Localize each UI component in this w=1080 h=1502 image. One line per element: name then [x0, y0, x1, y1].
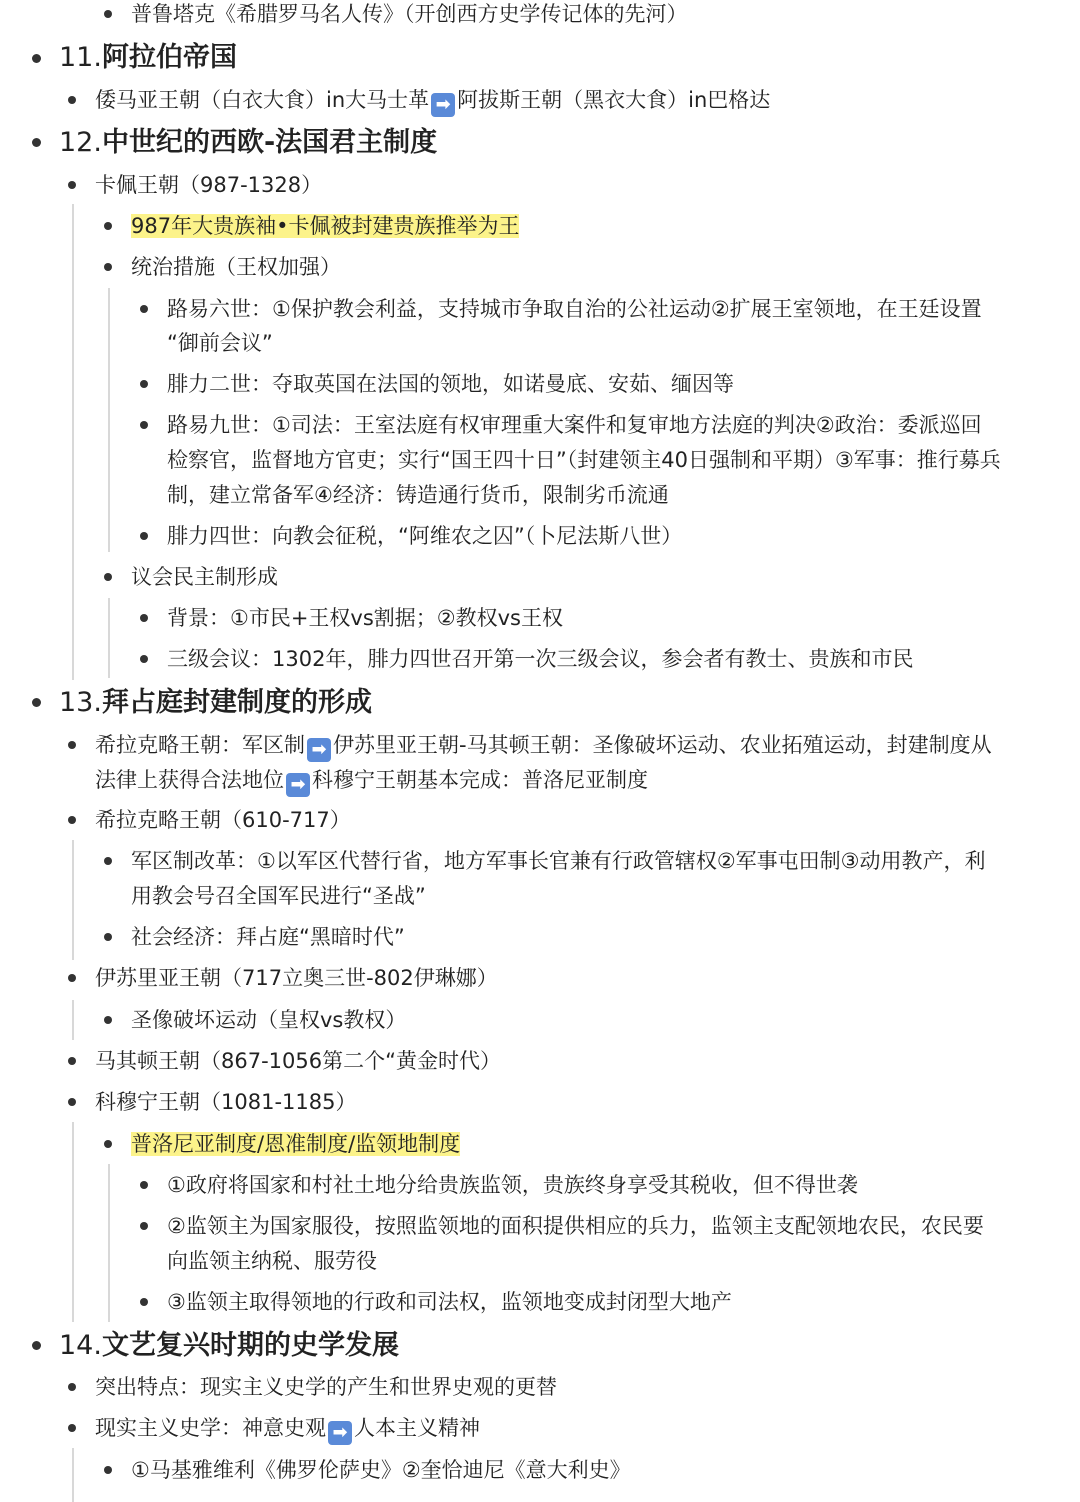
- bullet-dot: [104, 1466, 112, 1474]
- list-item: 背景：①市民+王权vs割据；②教权vs王权: [167, 606, 563, 630]
- list-item: 腓力二世：夺取英国在法国的领地，如诺曼底、安茹、缅因等: [167, 372, 734, 396]
- list-item: 议会民主制形成: [131, 565, 278, 589]
- list-item: 希拉克略王朝（610-717）: [95, 808, 351, 832]
- list-item: 路易六世：①保护教会利益，支持城市争取自治的公社运动②扩展王室领地，在王廷设置: [167, 297, 982, 321]
- list-item: 统治措施（王权加强）: [131, 255, 341, 279]
- arrow-right-icon: ➡: [307, 738, 331, 762]
- tree-guide: [72, 1122, 74, 1322]
- bullet-dot: [104, 933, 112, 941]
- list-item: 军区制改革：①以军区代替行省，地方军事长官兼有行政管辖权②军事屯田制③动用教产，利: [131, 849, 986, 873]
- tree-guide: [72, 1448, 74, 1502]
- list-item: 圣像破坏运动（皇权vs教权）: [131, 1008, 407, 1032]
- tree-guide: [108, 1164, 110, 1322]
- list-item: 伊苏里亚王朝（717立奥三世-802伊琳娜）: [95, 966, 498, 990]
- bullet-dot: [104, 10, 112, 18]
- bullet-dot: [140, 532, 148, 540]
- arrow-right-icon: ➡: [328, 1421, 352, 1445]
- bullet-dot: [68, 1098, 76, 1106]
- bullet-dot: [68, 741, 76, 749]
- bullet-dot: [68, 181, 76, 189]
- list-item-continuation: “御前会议”: [167, 331, 273, 355]
- list-item-continuation: 制，建立常备军④经济：铸造通行货币，限制劣币流通: [167, 483, 669, 507]
- bullet-dot: [140, 1222, 148, 1230]
- arrow-right-icon: ➡: [431, 93, 455, 117]
- bullet-dot: [140, 614, 148, 622]
- list-item: 倭马亚王朝（白衣大食）in大马士革 ➡ 阿拔斯王朝（黑衣大食）in巴格达: [95, 88, 771, 115]
- list-item-highlighted: 987年大贵族袖•卡佩被封建贵族推举为王: [131, 214, 520, 238]
- bullet-dot: [104, 1140, 112, 1148]
- list-item: ①政府将国家和村社土地分给贵族监领，贵族终身享受其税收，但不得世袭: [167, 1173, 858, 1197]
- bullet-dot: [140, 655, 148, 663]
- list-item: 路易九世：①司法：王室法庭有权审理重大案件和复审地方法庭的判决②政治：委派巡回: [167, 413, 982, 437]
- bullet-dot: [32, 698, 41, 707]
- list-item: ③监领主取得领地的行政和司法权，监领地变成封闭型大地产: [167, 1290, 732, 1314]
- section-heading-14: 14.文艺复兴时期的史学发展: [59, 1330, 399, 1361]
- list-item-continuation: 法律上获得合法地位 ➡ 科穆宁王朝基本完成：普洛尼亚制度: [95, 768, 648, 795]
- bullet-dot: [140, 380, 148, 388]
- bullet-dot: [32, 54, 41, 63]
- bullet-dot: [140, 421, 148, 429]
- bullet-dot: [104, 263, 112, 271]
- list-item: 腓力四世：向教会征税，“阿维农之囚”（卜尼法斯八世）: [167, 524, 683, 548]
- list-item: 科穆宁王朝（1081-1185）: [95, 1090, 357, 1114]
- list-item: 马其顿王朝（867-1056第二个“黄金时代）: [95, 1049, 501, 1073]
- bullet-dot: [104, 222, 112, 230]
- list-item: 希拉克略王朝：军区制 ➡ 伊苏里亚王朝-马其顿王朝：圣像破坏运动、农业拓殖运动，封建制度从: [95, 733, 992, 760]
- list-item-continuation: 检察官，监督地方官吏；实行“国王四十日”（封建领主40日强制和平期）③军事：推行募兵: [167, 448, 1001, 472]
- tree-guide: [108, 598, 110, 678]
- list-item: 现实主义史学：神意史观 ➡ 人本主义精神: [95, 1416, 480, 1443]
- section-heading-12: 12.中世纪的西欧-法国君主制度: [59, 127, 438, 158]
- list-item: 普鲁塔克《希腊罗马名人传》（开创西方史学传记体的先河）: [131, 2, 688, 26]
- bullet-dot: [68, 816, 76, 824]
- bullet-dot: [140, 1298, 148, 1306]
- bullet-dot: [140, 1181, 148, 1189]
- list-item: ①马基雅维利《佛罗伦萨史》②奎恰迪尼《意大利史》: [131, 1458, 631, 1482]
- bullet-dot: [68, 1424, 76, 1432]
- bullet-dot: [104, 1016, 112, 1024]
- list-item: 社会经济：拜占庭“黑暗时代”: [131, 925, 405, 949]
- list-item: ②监领主为国家服役，按照监领地的面积提供相应的兵力，监领主支配领地农民，农民要: [167, 1214, 984, 1238]
- tree-guide: [72, 840, 74, 960]
- bullet-dot: [104, 857, 112, 865]
- section-heading-11: 11.阿拉伯帝国: [59, 42, 237, 73]
- list-item-continuation: 向监领主纳税、服劳役: [167, 1249, 377, 1273]
- list-item-continuation: 用教会号召全国军民进行“圣战”: [131, 884, 426, 908]
- bullet-dot: [32, 138, 41, 147]
- tree-guide: [72, 204, 74, 680]
- arrow-right-icon: ➡: [286, 773, 310, 797]
- list-item: 突出特点：现实主义史学的产生和世界史观的更替: [95, 1375, 557, 1399]
- list-item-highlighted: 普洛尼亚制度/恩准制度/监领地制度: [131, 1132, 461, 1156]
- bullet-dot: [32, 1341, 41, 1350]
- list-item: 三级会议：1302年，腓力四世召开第一次三级会议，参会者有教士、贵族和市民: [167, 647, 914, 671]
- section-heading-13: 13.拜占庭封建制度的形成: [59, 687, 372, 718]
- bullet-dot: [68, 96, 76, 104]
- bullet-dot: [68, 974, 76, 982]
- bullet-dot: [140, 305, 148, 313]
- bullet-dot: [68, 1383, 76, 1391]
- bullet-dot: [104, 573, 112, 581]
- tree-guide: [72, 1000, 74, 1040]
- bullet-dot: [68, 1057, 76, 1065]
- tree-guide: [108, 288, 110, 552]
- list-item: 卡佩王朝（987-1328）: [95, 173, 323, 197]
